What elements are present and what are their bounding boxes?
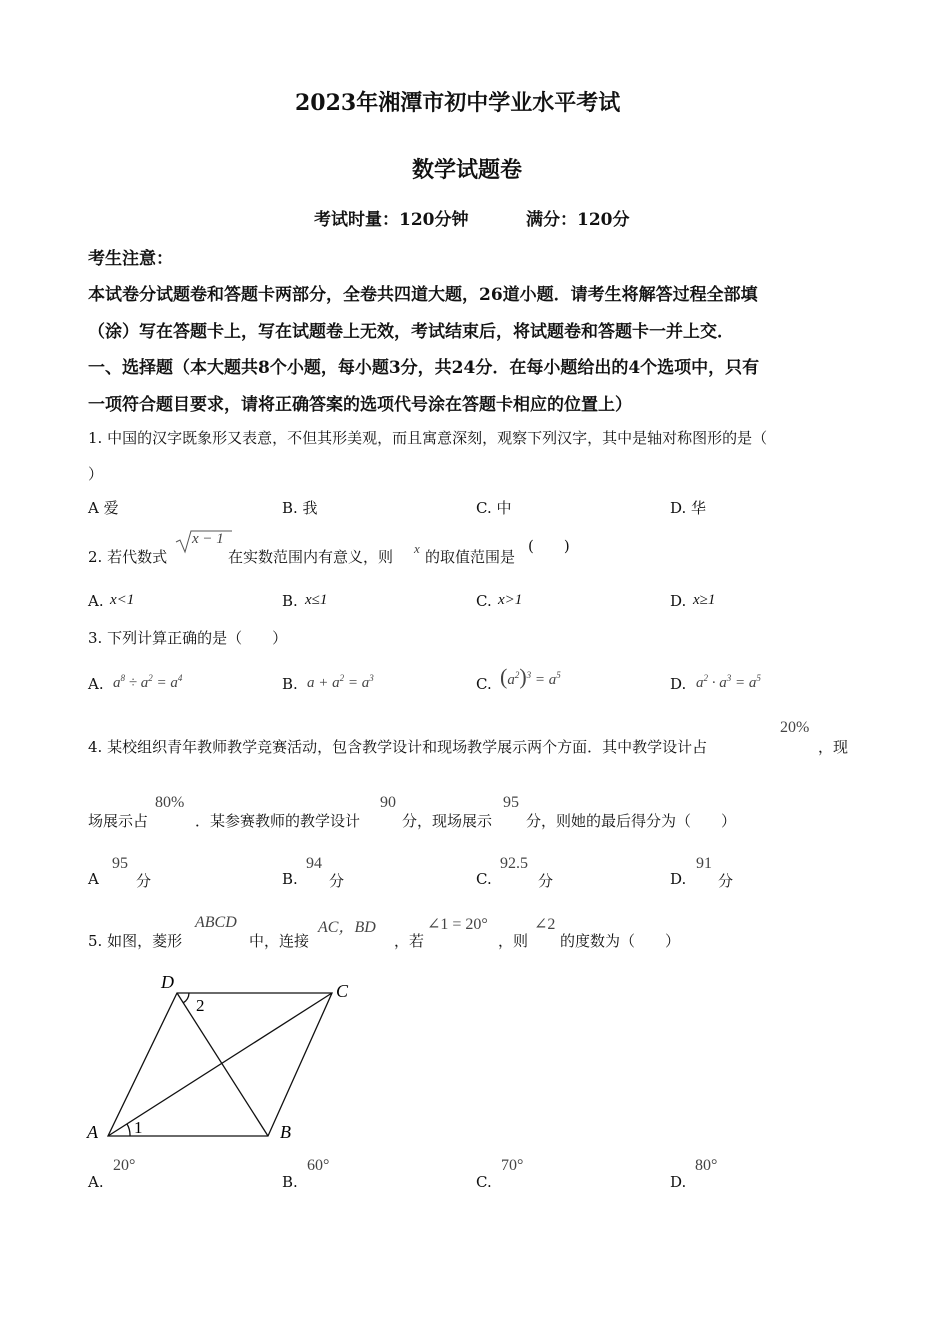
q4-line2-d: 分，则她的最后得分为（ ） (526, 812, 737, 830)
q5-option-c-value: 70° (501, 1157, 524, 1174)
q3-option-c-letter: C. (476, 675, 492, 693)
q4-line1-post: ，现 (818, 738, 849, 756)
q3-option-a-expr: $a^8 \div a^2 = a^4$ (113, 673, 183, 691)
angle-2-arc (183, 993, 189, 1003)
q3-option-d-letter: D. (670, 675, 687, 693)
vertex-c: C (336, 981, 349, 1001)
q5-angle2: ∠2 (534, 916, 556, 933)
full-score: 满分：120分 (526, 210, 630, 230)
q3-option-d-expr: $a^2 \cdot a^3 = a^5$ (696, 673, 761, 691)
q5-option-d-value: 80° (695, 1157, 718, 1174)
rhombus-figure (80, 970, 370, 1145)
q5-option-b-value: 60° (307, 1157, 330, 1174)
q4-option-b-unit: 分 (329, 872, 345, 890)
q5-mid3: ，则 (498, 932, 529, 950)
q5-option-a-value: 20° (113, 1157, 136, 1174)
section-heading-line-1: 一、选择题（本大题共8个小题，每小题3分，共24分．在每小题给出的4个选项中，只有 (88, 358, 760, 378)
q5-option-b-letter: B. (282, 1173, 298, 1191)
q4-line2-c: 分，现场展示 (402, 812, 493, 830)
q5-diagonals: AC，BD (318, 919, 376, 936)
section-heading-line-2: 一项符合题目要求，请将正确答案的选项代号涂在答题卡相应的位置上） (88, 395, 632, 415)
q4-display-score: 95 (503, 794, 519, 811)
q4-option-d-value: 91 (696, 855, 712, 872)
q1-option-d: D. 华 (670, 499, 707, 517)
q2-paren: ( ) (528, 537, 570, 555)
q1-text-line-1: 1. 中国的汉字既象形又表意，不但其形美观，而且寓意深刻，观察下列汉字，其中是轴对称图形的是（ (88, 429, 768, 447)
q3-option-b-expr: $a + a^2 = a^3$ (307, 673, 374, 691)
q2-suffix: 的取值范围是 (425, 548, 516, 566)
q4-line1-pre: 4. 某校组织青年教师教学竞赛活动，包含教学设计和现场教学展示两个方面．其中教学设计占 (88, 738, 708, 756)
q2-option-d-expr: x≥1 (693, 592, 716, 608)
exam-time: 考试时量：120分钟 (314, 210, 469, 230)
notice-line-2: （涂）写在答题卡上，写在试题卷上无效，考试结束后，将试题卷和答题卡一并上交． (88, 322, 734, 342)
q5-option-d-letter: D. (670, 1173, 687, 1191)
q5-pre: 5. 如图，菱形 (88, 932, 183, 950)
q4-option-c-unit: 分 (538, 872, 554, 890)
q2-option-b-expr: x≤1 (305, 592, 328, 608)
q3-option-a-letter: A. (88, 675, 104, 693)
q5-shape: ABCD (195, 914, 237, 931)
q2-radicand: x − 1 (192, 531, 224, 547)
q5-mid2: ，若 (394, 932, 425, 950)
q1-option-b: B. 我 (282, 499, 318, 517)
q3-option-b-letter: B. (282, 675, 298, 693)
q5-angle1: ∠1 = 20° (427, 916, 488, 933)
paper-subtitle: 数学试题卷 (412, 157, 523, 183)
q2-option-a-expr: x<1 (110, 592, 135, 608)
q4-option-d-unit: 分 (718, 872, 734, 890)
q2-option-c-expr: x>1 (498, 592, 523, 608)
angle-2-label: 2 (196, 996, 205, 1015)
q5-option-a-letter: A. (88, 1173, 104, 1191)
q1-option-a: A 爱 (88, 499, 119, 517)
q4-option-a-value: 95 (112, 855, 128, 872)
q5-mid1: 中，连接 (249, 932, 310, 950)
vertex-b: B (280, 1122, 291, 1142)
q4-option-d-letter: D. (670, 870, 687, 888)
q3-option-c-expr: $(a^2)^3 = a^5$ (500, 664, 561, 689)
notice-line-1: 本试卷分试题卷和答题卡两部分，全卷共四道大题，26道小题．请考生将解答过程全部填 (88, 285, 758, 305)
q4-display-percent: 80% (155, 794, 185, 811)
q2-option-b-letter: B. (282, 592, 298, 610)
q4-option-c-value: 92.5 (500, 855, 528, 872)
q4-option-a-letter: A (88, 870, 99, 888)
q2-option-a-letter: A. (88, 592, 104, 610)
q1-option-c: C. 中 (476, 499, 512, 517)
notice-heading: 考生注意： (88, 249, 173, 269)
q4-option-b-value: 94 (306, 855, 322, 872)
q4-line2-a: 场展示占 (88, 812, 149, 830)
q2-var: x (414, 541, 420, 556)
diagonal-ac (108, 993, 332, 1136)
q4-design-percent: 20% (780, 719, 810, 736)
vertex-d: D (161, 972, 174, 992)
q2-prefix: 2. 若代数式 (88, 548, 168, 566)
q4-line2-b: ．某参赛教师的教学设计 (195, 812, 361, 830)
q4-option-a-unit: 分 (136, 872, 152, 890)
q2-option-d-letter: D. (670, 592, 687, 610)
q4-option-c-letter: C. (476, 870, 492, 888)
q5-option-c-letter: C. (476, 1173, 492, 1191)
q3-text: 3. 下列计算正确的是（ ） (88, 629, 288, 647)
angle-1-label: 1 (134, 1118, 143, 1137)
q2-middle: 在实数范围内有意义，则 (228, 548, 394, 566)
exam-title: 2023年湘潭市初中学业水平考试 (295, 90, 621, 116)
vertex-a: A (87, 1122, 98, 1142)
q1-text-line-2: ） (88, 465, 104, 483)
q4-design-score: 90 (380, 794, 396, 811)
q4-option-b-letter: B. (282, 870, 298, 888)
q5-post: 的度数为（ ） (560, 932, 681, 950)
angle-1-arc (127, 1124, 130, 1136)
q2-option-c-letter: C. (476, 592, 492, 610)
diagonal-bd (177, 993, 268, 1136)
